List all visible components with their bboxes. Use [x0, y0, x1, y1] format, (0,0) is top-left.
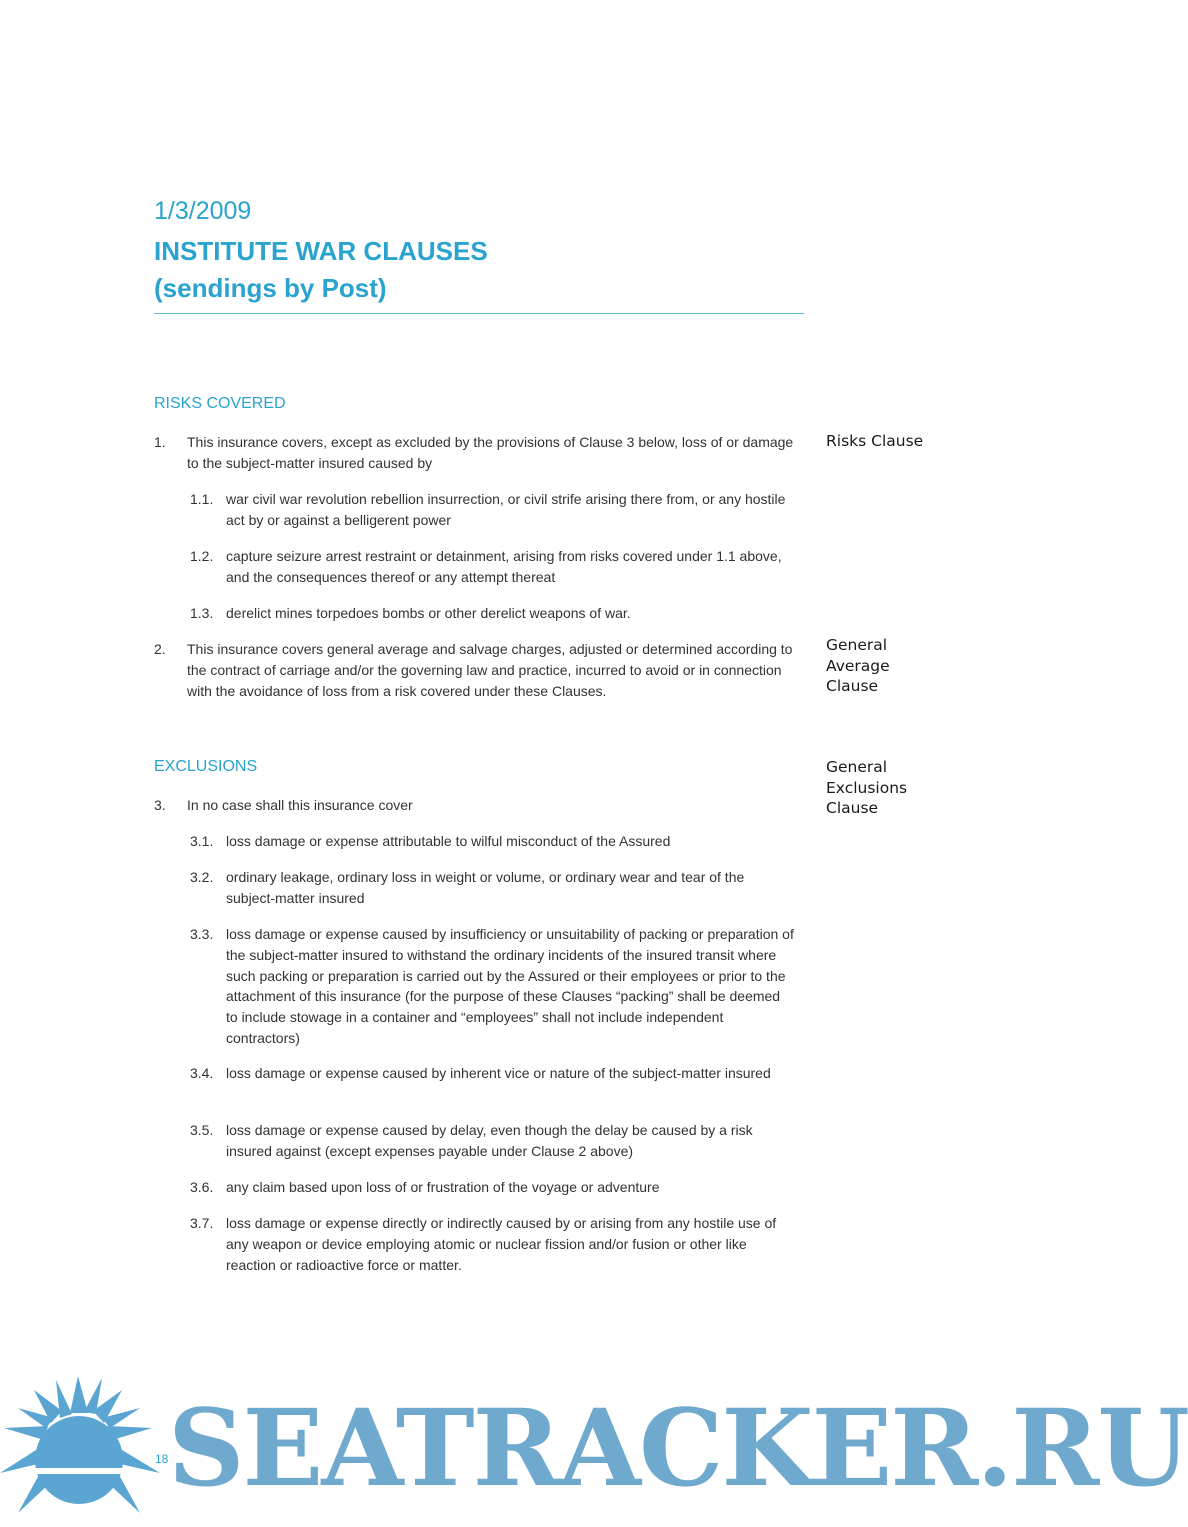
side-label-line: Exclusions	[826, 778, 908, 797]
side-label-general-average-clause	[826, 635, 966, 697]
clause-3-6	[190, 1177, 795, 1198]
side-label-risks-clause	[826, 431, 966, 452]
side-label-line: General	[826, 636, 888, 654]
clause-1-3	[190, 603, 795, 624]
document-header	[154, 196, 804, 305]
clause-3-5	[190, 1120, 795, 1162]
clause-number: 1.3.	[190, 605, 214, 621]
clause-text: loss damage or expense directly or indirectly caused by or arising from any hostile use of any weapon or device employing atomic or nuclear fission and/or fusion or other like reaction or radioactive force or matter.	[226, 1215, 777, 1273]
clause-3-4	[190, 1063, 795, 1084]
clause-text: derelict mines torpedoes bombs or other derelict weapons of war.	[226, 605, 631, 621]
document-title: INSTITUTE WAR CLAUSES	[154, 236, 488, 266]
clause-text: loss damage or expense caused by inherent vice or nature of the subject-matter insured	[226, 1065, 771, 1081]
clause-number: 1.2.	[190, 548, 214, 564]
clause-3-2	[190, 867, 795, 909]
side-label-line: Clause	[826, 799, 879, 818]
clause-number: 3.3.	[190, 926, 214, 942]
clause-text: This insurance covers, except as excluded by the provisions of Clause 3 below, loss of or damage to the subject-matter insured caused by	[187, 434, 794, 471]
clause-text: loss damage or expense caused by insufficiency or unsuitability of packing or preparation of the subject-matter insured to withstand the ordinary incidents of the insured transit where such packing or preparation is carried out by the Assured or their employees or prior to the attachment of this insurance (for the purpose of these Clauses “packing” shall be deemed to include stowage in a container and “employees” shall not include independent contractors)	[226, 926, 794, 1046]
clause-number: 3.2.	[190, 869, 214, 885]
clause-text: capture seizure arrest restraint or detainment, arising from risks covered under 1.1 above, and the consequences thereof or any attempt thereat	[226, 548, 782, 585]
clause-3-1	[190, 831, 795, 852]
clause-number: 1.	[154, 434, 166, 450]
header-divider	[154, 313, 804, 314]
watermark-text: SEATRACKER.RU	[168, 1385, 1188, 1510]
clause-1-2	[190, 546, 795, 588]
clause-text: In no case shall this insurance cover	[187, 797, 413, 813]
side-label-general-exclusions-clause	[826, 757, 966, 819]
clause-1-1	[190, 489, 795, 531]
clause-number: 3.1.	[190, 833, 214, 849]
clause-number: 3.	[154, 797, 166, 813]
clause-3	[154, 795, 794, 816]
clause-2	[154, 639, 794, 701]
section-heading-exclusions: EXCLUSIONS	[154, 758, 258, 775]
clause-number: 3.7.	[190, 1215, 214, 1231]
clause-3-3	[190, 924, 795, 1049]
clause-number: 3.5.	[190, 1122, 214, 1138]
clause-3-7	[190, 1213, 795, 1275]
clause-number: 3.6.	[190, 1179, 214, 1195]
sun-icon	[0, 1368, 165, 1527]
section-heading-risks-covered: RISKS COVERED	[154, 395, 286, 412]
side-label-line: Clause	[826, 677, 879, 696]
side-label-line: General	[826, 758, 888, 776]
clause-text: ordinary leakage, ordinary loss in weight or volume, or ordinary wear and tear of the subject-matter insured	[226, 869, 745, 906]
clause-text: loss damage or expense attributable to wilful misconduct of the Assured	[226, 833, 671, 849]
clause-text: any claim based upon loss of or frustration of the voyage or adventure	[226, 1179, 660, 1195]
clause-text: This insurance covers general average and salvage charges, adjusted or determined according to the contract of carriage and/or the governing law and practice, incurred to avoid or in connection with the avoidance of loss from a risk covered under these Clauses.	[187, 641, 793, 699]
side-label-line: Average	[826, 656, 890, 675]
clause-number: 3.4.	[190, 1065, 214, 1081]
page-number: 18	[155, 1452, 169, 1466]
side-label-text: Risks Clause	[826, 432, 924, 450]
document-date: 1/3/2009	[154, 197, 252, 225]
clause-text: loss damage or expense caused by delay, even though the delay be caused by a risk insured against (except expenses payable under Clause 2 above)	[226, 1122, 753, 1159]
document-subtitle: (sendings by Post)	[154, 273, 387, 303]
clause-1	[154, 432, 794, 474]
clause-number: 2.	[154, 641, 166, 657]
clause-number: 1.1.	[190, 491, 214, 507]
clause-text: war civil war revolution rebellion insurrection, or civil strife arising there from, or any hostile act by or against a belligerent power	[226, 491, 786, 528]
